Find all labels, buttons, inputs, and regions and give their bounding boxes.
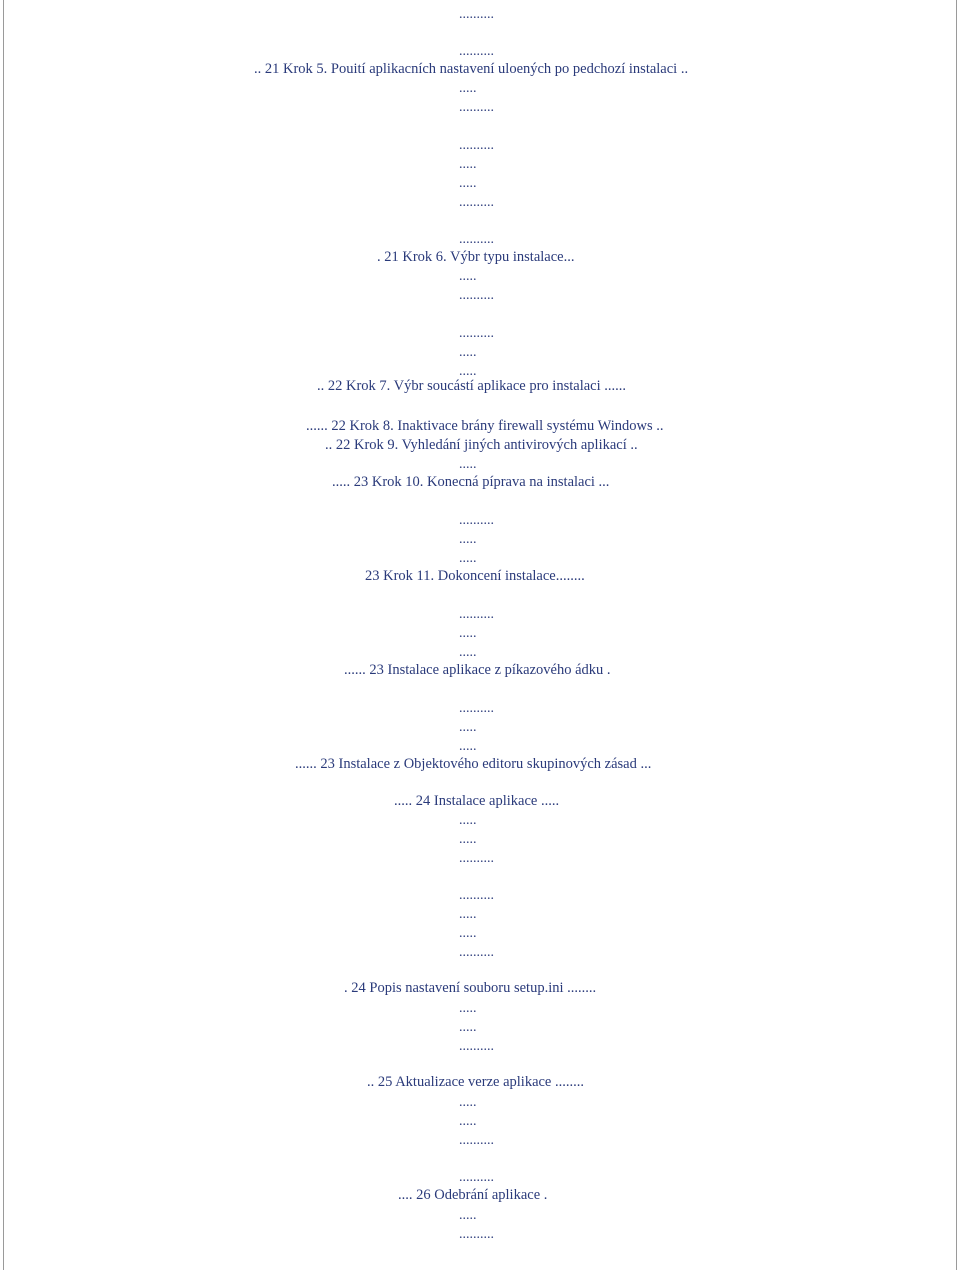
toc-line: ..........	[459, 326, 494, 341]
toc-line: .....	[459, 364, 477, 379]
toc-entry-krok-5[interactable]: .. 21 Krok 5. Pouití aplikacních nastavení uloených po pedchozí instalaci ..	[254, 61, 689, 77]
toc-line: .....	[459, 157, 477, 172]
toc-line: .....	[459, 176, 477, 191]
toc-line: ..........	[459, 195, 494, 210]
toc-line: .....	[459, 269, 477, 284]
toc-line: ..........	[459, 945, 494, 960]
toc-line: ..........	[459, 138, 494, 153]
toc-line: .....	[459, 1114, 477, 1129]
toc-entry-krok-6[interactable]: . 21 Krok 6. Výbr typu instalace...	[377, 249, 575, 265]
toc-entry-aktualizace[interactable]: .. 25 Aktualizace verze aplikace ........	[367, 1074, 584, 1090]
toc-entry-odebrani[interactable]: .... 26 Odebrání aplikace .	[398, 1187, 548, 1203]
toc-entry-prikazovy-radek[interactable]: ...... 23 Instalace aplikace z píkazového ádku .	[344, 662, 611, 678]
toc-line: ..........	[459, 701, 494, 716]
toc-entry-instalace-aplikace[interactable]: ..... 24 Instalace aplikace .....	[394, 793, 560, 809]
toc-line: ..........	[459, 1170, 494, 1185]
toc-line: ..........	[459, 851, 494, 866]
toc-entry-krok-8[interactable]: ...... 22 Krok 8. Inaktivace brány firewall systému Windows ..	[306, 418, 664, 434]
toc-line: ..........	[459, 1039, 494, 1054]
toc-line: ..........	[459, 288, 494, 303]
toc-line: .....	[459, 832, 477, 847]
toc-line: .....	[459, 926, 477, 941]
toc-entry-krok-10[interactable]: ..... 23 Krok 10. Konecná píprava na instalaci ...	[332, 474, 610, 490]
toc-line: ..........	[459, 513, 494, 528]
toc-line: .....	[459, 1020, 477, 1035]
toc-line: .....	[459, 532, 477, 547]
toc-line: .....	[459, 626, 477, 641]
toc-entry-setup-ini[interactable]: . 24 Popis nastavení souboru setup.ini ........	[344, 980, 597, 996]
toc-line: ..........	[459, 232, 494, 247]
toc-line: .....	[459, 1001, 477, 1016]
toc-entry-objektovy-editor[interactable]: ...... 23 Instalace z Objektového editoru skupinových zásad ...	[295, 756, 652, 772]
toc-line: ..........	[459, 1133, 494, 1148]
toc-line: ..........	[459, 1227, 494, 1242]
toc-line: ..........	[459, 888, 494, 903]
toc-line: .....	[459, 1095, 477, 1110]
toc-line: .....	[459, 457, 477, 472]
toc-line: .....	[459, 345, 477, 360]
toc-entry-krok-7[interactable]: .. 22 Krok 7. Výbr soucástí aplikace pro instalaci ......	[317, 378, 626, 394]
toc-line: .....	[459, 551, 477, 566]
toc-line: .....	[459, 645, 477, 660]
toc-line: .....	[459, 720, 477, 735]
toc-entry-krok-9[interactable]: .. 22 Krok 9. Vyhledání jiných antivirových aplikací ..	[325, 437, 638, 453]
toc-line: ..........	[459, 607, 494, 622]
toc-line: .....	[459, 1208, 477, 1223]
toc-entry-krok-11[interactable]: 23 Krok 11. Dokoncení instalace........	[365, 568, 585, 584]
toc-line: .....	[459, 813, 477, 828]
toc-line: .....	[459, 81, 477, 96]
toc-line: ..........	[459, 44, 494, 59]
toc-line: ..........	[459, 7, 494, 22]
toc-line: .....	[459, 907, 477, 922]
toc-line: ..........	[459, 100, 494, 115]
toc-line: .....	[459, 739, 477, 754]
